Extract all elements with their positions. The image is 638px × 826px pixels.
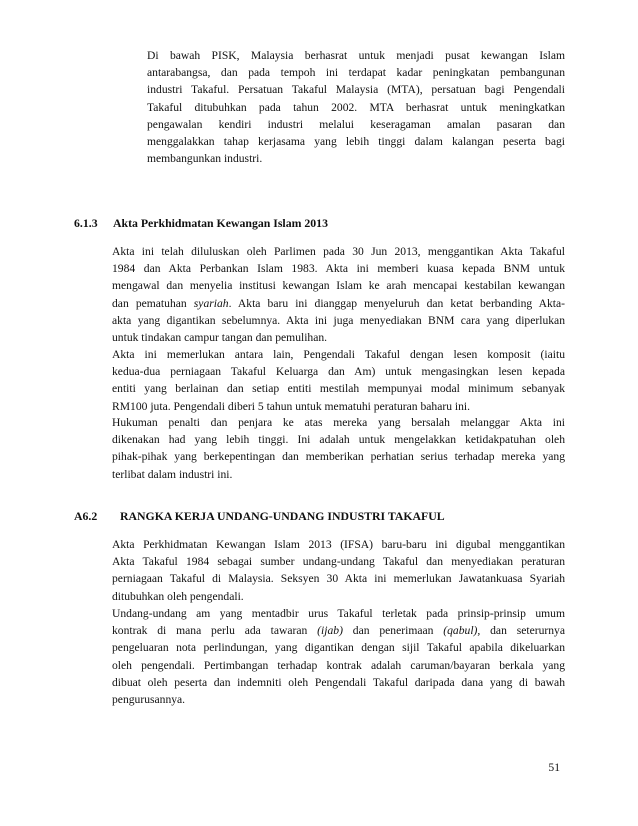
text-line: entiti yang berlainan dan setiap entiti mestilah mempunyai modal minimum sebanyak	[112, 382, 565, 396]
text-line: akta yang digantikan sebelumnya. Akta ini juga menyediakan BNM cara yang diperlukan	[112, 313, 565, 327]
paragraph-rangka-2	[112, 605, 565, 708]
text-segment: dan seterurnya	[480, 624, 565, 638]
text-line: pihak-pihak yang berkepentingan dan memberikan perhatian serius terhadap mereka yang	[112, 450, 565, 464]
text-line: menggalakkan tahap kerjasama yang lebih tinggi dalam kalangan peserta bagi	[147, 135, 565, 149]
paragraph-akta-2	[112, 346, 565, 415]
text-line: perniagaan Takaful di Malaysia. Seksyen 30 Akta ini memerlukan Jawatankuasa Syariah	[112, 572, 565, 586]
text-line: pengeluaran nota perlindungan, yang digantikan dengan sijil Takaful apabila dikeluarkan	[112, 641, 565, 655]
text-line: antarabangsa, dan pada tempoh ini terdapat kadar peningkatan pembangunan	[147, 66, 565, 80]
text-line: Akta Takaful 1984 sebagai sumber undang-undang Takaful dan menyediakan peraturan	[112, 555, 565, 569]
text-line: pengurusannya.	[112, 693, 186, 707]
paragraph-akta-1	[112, 243, 565, 346]
section-number: 6.1.3	[74, 216, 98, 230]
text-line: dikenakan had yang lebih tinggi. Ini adalah untuk mengelakkan ketidakpatuhan oleh	[112, 433, 565, 447]
section-heading-a6-2	[74, 509, 445, 524]
text-line: Takaful ditubuhkan pada tahun 2002. MTA berhasrat untuk meningkatkan	[147, 100, 565, 114]
text-line: untuk tindakan campur tangan dan pemulihan.	[112, 331, 328, 345]
text-line: ditubuhkan oleh pengendali.	[112, 589, 244, 603]
paragraph-akta-3	[112, 414, 565, 483]
italic-term: syariah	[193, 296, 229, 310]
section-title: Akta Perkhidmatan Kewangan Islam 2013	[113, 216, 328, 230]
text-line: oleh pengendali. Pertimbangan terhadap kontrak adalah caruman/bayaran berkala yang	[112, 658, 565, 672]
text-line: Akta ini telah diluluskan oleh Parlimen pada 30 Jun 2013, menggantikan Akta Takaful	[112, 245, 565, 258]
text-segment: . Akta baru ini dianggap menyeluruh dan ketat berbanding Akta-	[228, 296, 566, 310]
text-line: RM100 juta. Pengendali diberi 5 tahun untuk mematuhi peraturan baharu ini.	[112, 399, 471, 413]
text-line: membangunkan industri.	[147, 152, 263, 166]
section-title: RANGKA KERJA UNDANG-UNDANG INDUSTRI TAKAFUL	[120, 509, 445, 523]
text-line: kedua-dua perniagaan Takaful Keluarga dan Am) untuk mengasingkan lesen kepada	[112, 365, 565, 379]
text-line: industri Takaful. Persatuan Takaful Malaysia (MTA), persatuan bagi Pengendali	[147, 83, 565, 97]
text-line: mengawal dan menyelia institusi kewangan Islam ke arah mencapai kestabilan kewangan	[112, 279, 565, 293]
text-line: pengawalan kendiri industri melalui keseragaman amalan pasaran dan	[147, 117, 565, 131]
section-heading-6-1-3	[74, 216, 328, 231]
text-segment: dan pematuhan	[112, 296, 194, 310]
paragraph-pisk	[147, 47, 565, 167]
text-line: terlibat dalam industri ini.	[112, 467, 233, 481]
text-segment: kontrak di mana perlu ada tawaran	[112, 624, 318, 638]
text-segment: dan penerimaan	[342, 624, 444, 638]
text-line: Hukuman penalti dan penjara ke atas mereka yang bersalah melanggar Akta ini	[112, 416, 565, 429]
section-number: A6.2	[74, 509, 98, 523]
page-number: 51	[548, 761, 560, 774]
italic-term: (ijab)	[317, 624, 343, 638]
paragraph-rangka-1	[112, 536, 565, 605]
text-line: Akta ini memerlukan antara lain, Pengendali Takaful dengan lesen komposit (iaitu	[112, 348, 565, 361]
text-line: 1984 dan Akta Perbankan Islam 1983. Akta ini memberi kuasa kepada BNM untuk	[112, 262, 565, 276]
text-line: Undang-undang am yang mentadbir urus Takaful terletak pada prinsip-prinsip umum	[112, 607, 565, 620]
text-line: Di bawah PISK, Malaysia berhasrat untuk menjadi pusat kewangan Islam	[147, 49, 565, 62]
text-line: dibuat oleh peserta dan indemniti oleh Pengendali Takaful daripada dana yang di bawah	[112, 675, 565, 689]
text-line	[112, 622, 565, 639]
italic-term: (qabul),	[443, 624, 481, 638]
text-line: Akta Perkhidmatan Kewangan Islam 2013 (IFSA) baru-baru ini digubal menggantikan	[112, 538, 565, 551]
text-line	[112, 295, 565, 312]
